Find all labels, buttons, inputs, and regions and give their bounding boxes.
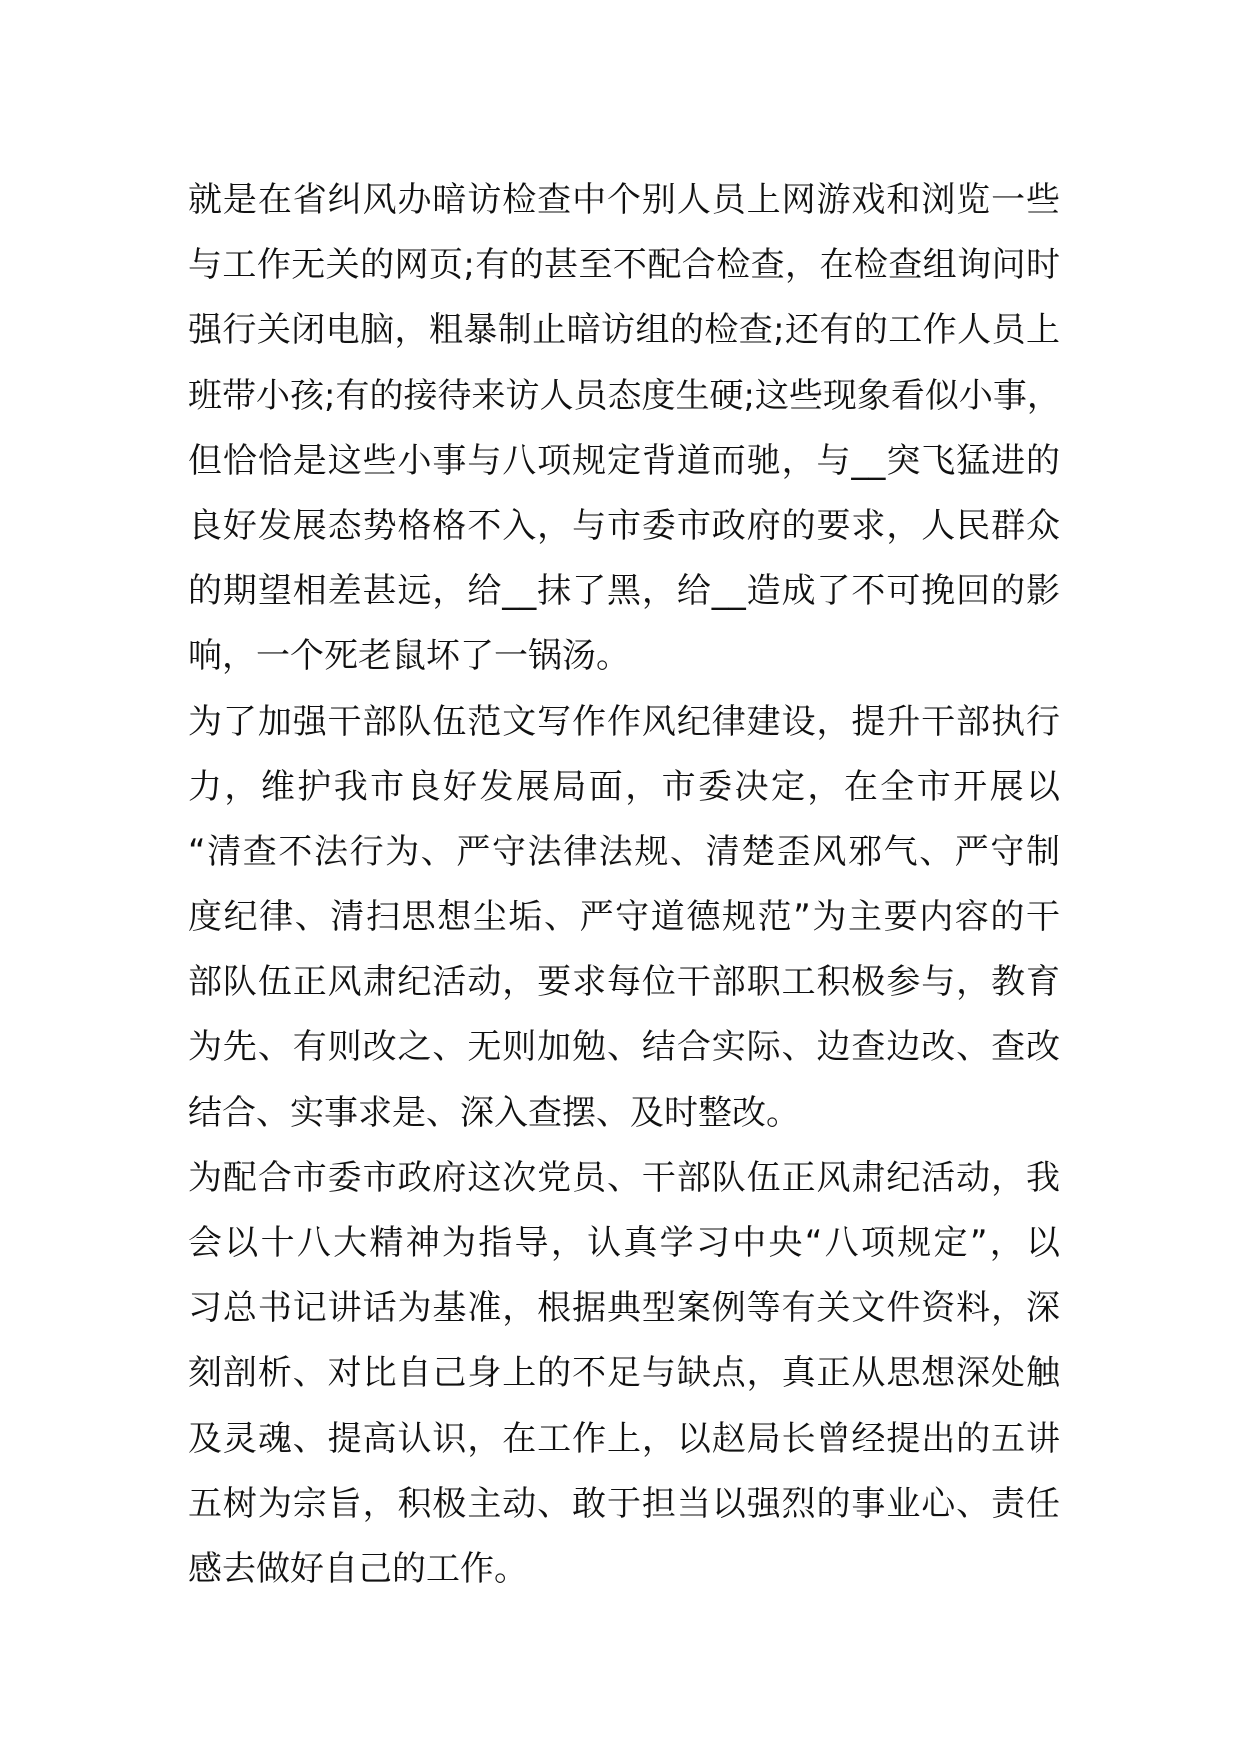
paragraph-3 — [188, 1146, 1060, 1602]
text-line: 力，维护我市良好发展局面，市委决定，在全市开展以 — [188, 766, 1060, 807]
text-line: 习总书记讲话为基准，根据典型案例等有关文件资料，深 — [188, 1288, 1060, 1329]
text-line: 良好发展态势格格不入，与市委市政府的要求，人民群众 — [188, 505, 1060, 546]
text-line: 度纪律、清扫思想尘垢、严守道德规范”为主要内容的干 — [188, 897, 1060, 938]
text-line: 班带小孩;有的接待来访人员态度生硬;这些现象看似小事， — [188, 375, 1061, 416]
text-line: 部队伍正风肃纪活动，要求每位干部职工积极参与，教育 — [188, 962, 1060, 1003]
text-line: 感去做好自己的工作。 — [188, 1548, 528, 1589]
text-line: 会以十八大精神为指导，认真学习中央“八项规定”，以 — [188, 1223, 1060, 1263]
text-line: 结合、实事求是、深入查摆、及时整改。 — [188, 1092, 800, 1133]
text-line: 与工作无关的网页;有的甚至不配合检查，在检查组询问时 — [188, 245, 1060, 286]
text-line: 强行关闭电脑，粗暴制止暗访组的检查;还有的工作人员上 — [188, 310, 1060, 351]
paragraph-2 — [188, 690, 1060, 1146]
text-line: 的期望相差甚远，给__抹了黑，给__造成了不可挽回的影 — [188, 571, 1060, 612]
text-line: 响，一个死老鼠坏了一锅汤。 — [188, 636, 630, 677]
text-line: “清查不法行为、严守法律法规、清楚歪风邪气、严守制 — [188, 831, 1060, 872]
text-line: 为了加强干部队伍范文写作作风纪律建设，提升干部执行 — [188, 701, 1060, 742]
text-line: 及灵魂、提高认识，在工作上，以赵局长曾经提出的五讲 — [188, 1418, 1060, 1459]
paragraph-1 — [188, 168, 1060, 690]
document-body — [188, 168, 1060, 1602]
text-line: 刻剖析、对比自己身上的不足与缺点，真正从思想深处触 — [188, 1353, 1060, 1394]
text-line: 就是在省纠风办暗访检查中个别人员上网游戏和浏览一些 — [188, 180, 1060, 220]
text-line: 五树为宗旨，积极主动、敢于担当以强烈的事业心、责任 — [188, 1483, 1060, 1524]
text-line: 但恰恰是这些小事与八项规定背道而驰，与__突飞猛进的 — [188, 440, 1060, 481]
text-line: 为先、有则改之、无则加勉、结合实际、边查边改、查改 — [188, 1027, 1060, 1068]
text-line: 为配合市委市政府这次党员、干部队伍正风肃纪活动，我 — [188, 1157, 1060, 1198]
